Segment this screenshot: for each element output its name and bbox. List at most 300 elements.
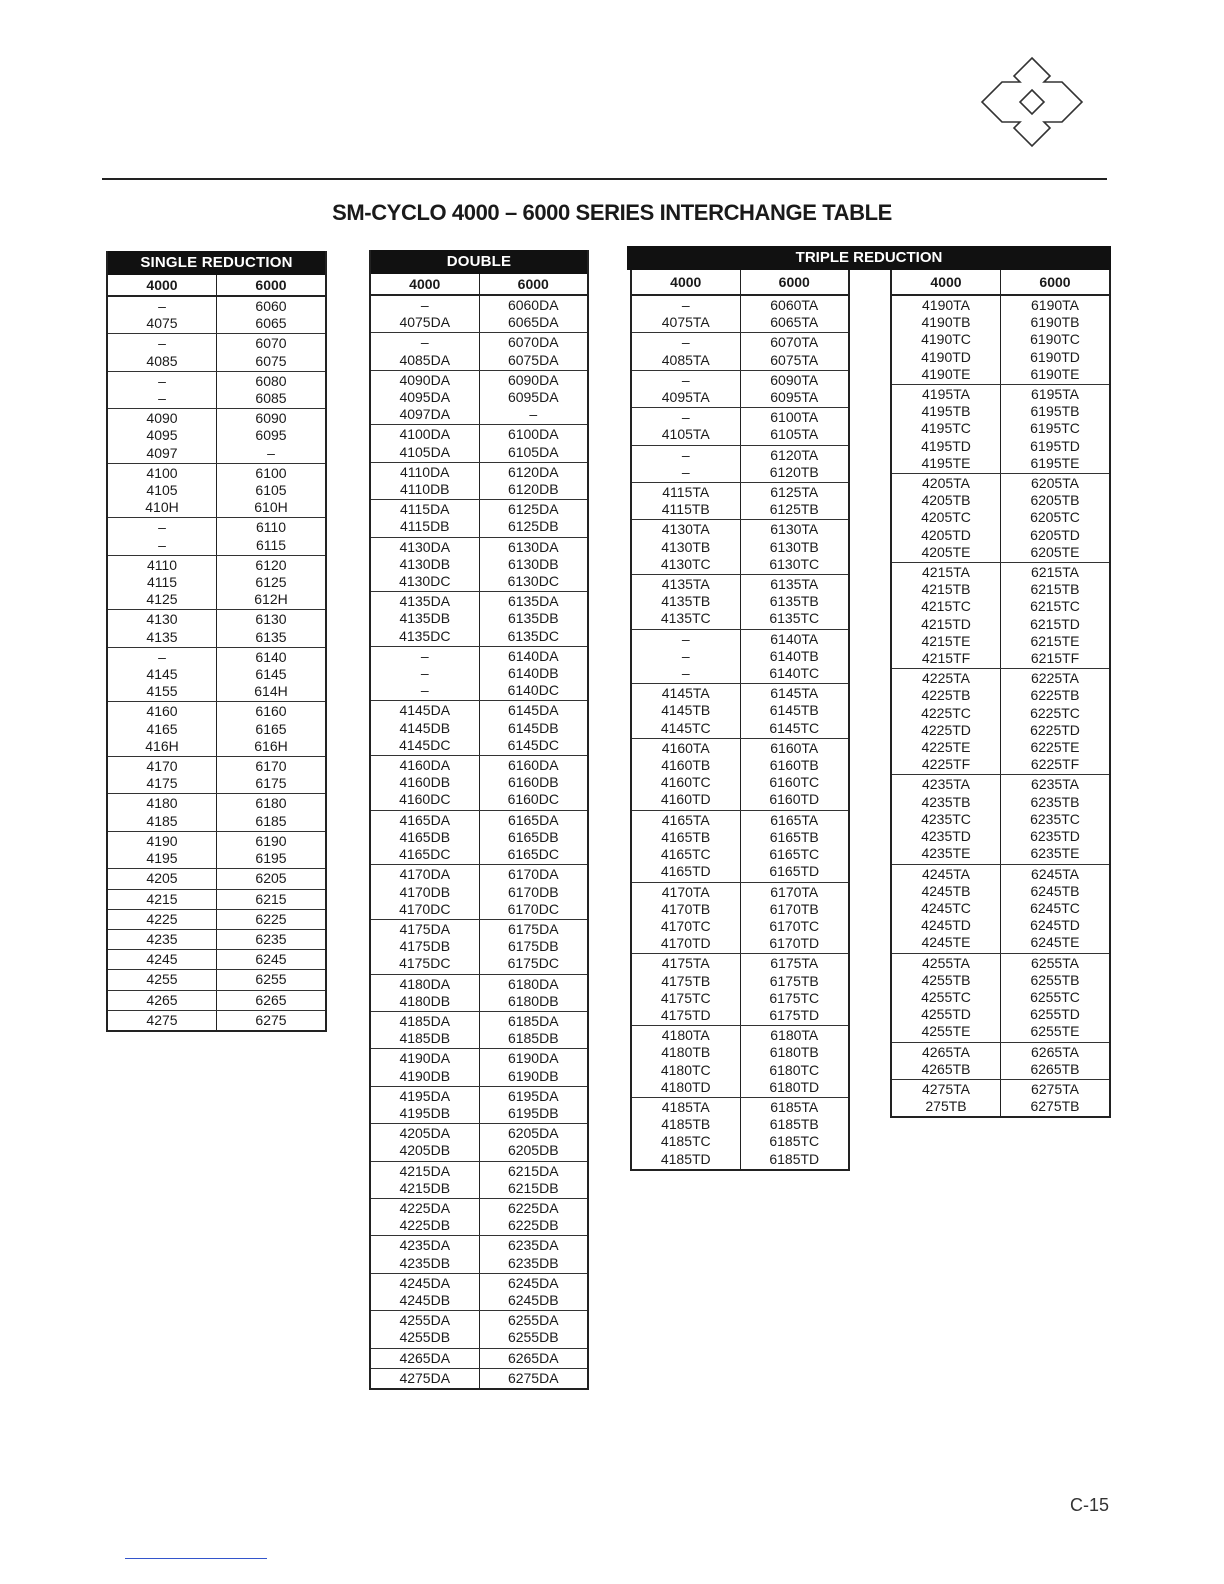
model-4000-cell: [371, 425, 480, 461]
model-number: 610H: [254, 499, 288, 516]
table-row-group: [892, 865, 1109, 954]
model-number: 4097: [146, 444, 178, 461]
model-number: 4235DA: [399, 1237, 451, 1254]
table-row-group: [632, 296, 848, 333]
model-number: 6125DA: [507, 501, 559, 518]
model-number: 4160TB: [661, 757, 711, 774]
model-number: 6065DA: [507, 314, 559, 331]
model-6000-cell: [480, 920, 588, 974]
model-6000-cell: [480, 1199, 588, 1235]
model-number: 4095TA: [661, 389, 710, 406]
model-number: 4235TE: [921, 845, 971, 862]
model-6000-cell: [741, 630, 849, 684]
model-number: 4175TC: [660, 989, 711, 1006]
model-number: 6175DB: [507, 938, 559, 955]
model-number: 4085DA: [399, 351, 451, 368]
model-number: 6130: [255, 611, 287, 628]
model-4000-cell: [371, 1199, 480, 1235]
model-6000-cell: [741, 811, 849, 882]
model-4000-cell: [108, 890, 217, 909]
model-number: 6175TB: [769, 972, 819, 989]
diamond-logo-icon: [955, 42, 1110, 162]
model-4000-cell: [108, 334, 217, 370]
model-number: –: [681, 297, 690, 313]
model-6000-cell: [1001, 1043, 1109, 1079]
model-number: 4215TB: [921, 581, 971, 598]
model-number: 6225TD: [1030, 721, 1080, 738]
model-number: 6205TB: [1030, 492, 1080, 509]
table-row-group: [632, 630, 848, 685]
model-number: 6255TE: [1030, 1023, 1080, 1040]
model-number: 4135DB: [399, 610, 451, 627]
table-row-group: [892, 954, 1109, 1043]
model-number: 6235TA: [1031, 776, 1079, 793]
model-number: 4235TA: [922, 776, 970, 793]
model-number: 6090DA: [507, 371, 559, 388]
model-number: 4195TE: [921, 454, 971, 471]
table-row-group: [892, 775, 1109, 864]
model-number: 6170DB: [507, 883, 559, 900]
model-number: 6135: [255, 628, 287, 645]
model-number: 6170TA: [770, 883, 819, 900]
model-number: 4235TC: [921, 810, 971, 827]
model-number: 4180DA: [399, 975, 451, 992]
model-number: 6095: [255, 427, 287, 444]
model-number: 6190TA: [1031, 297, 1079, 313]
model-number: 4165: [146, 720, 178, 737]
model-number: 6180TB: [769, 1044, 819, 1061]
model-number: 6265TB: [1030, 1060, 1080, 1077]
model-6000-cell: [1001, 865, 1109, 953]
model-number: 4195TC: [921, 420, 971, 437]
model-6000-cell: [217, 334, 325, 370]
model-number: 6140TA: [770, 630, 819, 647]
model-number: 4255TE: [921, 1023, 971, 1040]
model-4000-cell: [108, 832, 217, 868]
model-4000-cell: [108, 794, 217, 830]
model-number: 6175DC: [507, 955, 559, 972]
model-number: 4185TD: [660, 1150, 711, 1167]
model-number: 4165TD: [660, 863, 711, 880]
model-number: 4215TC: [921, 598, 971, 615]
table-row-group: [371, 920, 587, 975]
model-number: 6175TD: [769, 1006, 820, 1023]
model-number: 6255TD: [1030, 1006, 1080, 1023]
model-6000-cell: [741, 1098, 849, 1169]
model-number: 6165DA: [507, 811, 559, 828]
model-number: 4215DA: [399, 1162, 451, 1179]
model-6000-cell: [741, 684, 849, 738]
table-row-group: [108, 869, 325, 889]
model-number: 4195TA: [922, 386, 970, 403]
model-6000-cell: [217, 950, 325, 969]
model-number: 4130TB: [661, 538, 711, 555]
table-row-group: [892, 1043, 1109, 1080]
model-number: 612H: [254, 591, 288, 608]
model-number: 6255DB: [507, 1329, 559, 1346]
model-4000-cell: [108, 930, 217, 949]
model-number: 6140DB: [507, 665, 559, 682]
model-number: 4205DB: [399, 1142, 451, 1159]
model-6000-cell: [480, 865, 588, 919]
model-4000-cell: [892, 1080, 1001, 1116]
model-number: 6145: [255, 666, 287, 683]
model-number: 4245: [146, 951, 178, 968]
model-4000-cell: [108, 556, 217, 610]
model-4000-cell: [632, 1098, 741, 1169]
model-4000-cell: [892, 296, 1001, 384]
model-number: 6105DA: [507, 443, 559, 460]
model-number: 4195TD: [921, 437, 971, 454]
model-number: 4185DA: [399, 1012, 451, 1029]
model-number: 4195TB: [921, 403, 971, 420]
column-header-row: [632, 270, 848, 296]
model-4000-cell: [371, 647, 480, 701]
model-number: 6225DA: [507, 1199, 559, 1216]
model-6000-cell: [217, 991, 325, 1010]
model-number: 4170TC: [660, 917, 711, 934]
table-row-group: [108, 910, 325, 930]
model-number: 4085: [146, 352, 178, 369]
table-row-group: [108, 991, 325, 1011]
model-number: 6205DB: [507, 1142, 559, 1159]
model-6000-cell: [217, 832, 325, 868]
table-row-group: [108, 890, 325, 910]
model-number: 4255TD: [921, 1006, 971, 1023]
model-number: 4185DB: [399, 1030, 451, 1047]
model-number: 4205TE: [921, 543, 971, 560]
model-number: 6225DB: [507, 1217, 559, 1234]
model-number: 6070TA: [770, 334, 819, 351]
single-reduction-body: [108, 297, 325, 1030]
model-4000-cell: [632, 371, 741, 407]
footer-rule: [125, 1558, 267, 1559]
model-number: 6225TC: [1030, 704, 1080, 721]
model-number: 4145DB: [399, 719, 451, 736]
model-4000-cell: [892, 669, 1001, 774]
model-4000-cell: [371, 1274, 480, 1310]
model-number: 4215TA: [922, 564, 970, 581]
model-4000-cell: [371, 865, 480, 919]
model-number: 6095DA: [507, 389, 559, 406]
model-number: 4205TA: [922, 475, 970, 492]
table-row-group: [632, 1026, 848, 1098]
model-number: 4185TB: [661, 1116, 711, 1133]
model-number: 4115DB: [399, 518, 450, 535]
model-number: 4100DA: [399, 426, 451, 443]
model-6000-cell: [480, 701, 588, 755]
model-number: 6105TA: [770, 426, 819, 443]
model-number: 4110: [146, 556, 178, 573]
model-4000-cell: [371, 1124, 480, 1160]
model-number: 4225TA: [922, 670, 970, 687]
model-number: 4170DB: [399, 883, 451, 900]
col-6000-header: 6000: [255, 277, 287, 293]
model-6000-cell: [741, 739, 849, 810]
model-number: 6275TA: [1031, 1080, 1079, 1097]
model-6000-cell: [217, 409, 325, 463]
model-number: 4180TD: [660, 1078, 711, 1095]
model-6000-cell: [480, 1124, 588, 1160]
table-row-group: [371, 425, 587, 462]
model-number: 6205TE: [1030, 543, 1080, 560]
model-number: 6205TD: [1030, 526, 1080, 543]
model-number: 4185: [146, 812, 178, 829]
model-number: 6160DA: [507, 757, 559, 774]
model-number: 4170DC: [399, 900, 451, 917]
table-row-group: [108, 648, 325, 703]
model-number: 4170TD: [660, 935, 711, 952]
model-number: 4160DB: [399, 774, 451, 791]
model-number: –: [158, 536, 166, 553]
table-row-group: [892, 563, 1109, 669]
model-number: 4265DA: [399, 1349, 451, 1366]
model-number: 6165TC: [769, 846, 820, 863]
model-6000-cell: [217, 297, 325, 333]
model-number: 4130TC: [660, 555, 711, 572]
model-number: 6075DA: [507, 351, 559, 368]
table-row-group: [108, 464, 325, 519]
model-6000-cell: [1001, 954, 1109, 1042]
model-number: 6205DA: [507, 1125, 559, 1142]
model-number: 6215TC: [1030, 598, 1080, 615]
model-6000-cell: [1001, 296, 1109, 384]
model-number: 4215TE: [921, 632, 971, 649]
model-number: 4135DA: [399, 593, 451, 610]
model-4000-cell: [632, 296, 741, 332]
model-number: 6100DA: [507, 426, 559, 443]
model-6000-cell: [480, 371, 588, 425]
model-6000-cell: [1001, 775, 1109, 863]
table-row-group: [892, 1080, 1109, 1116]
model-number: 4245DA: [399, 1274, 451, 1291]
model-number: 6190DB: [507, 1067, 559, 1084]
model-6000-cell: [217, 556, 325, 610]
triple-reduction-table-right: [890, 270, 1111, 1118]
model-number: 6255TA: [1031, 954, 1079, 971]
model-number: 4215TD: [921, 615, 971, 632]
model-4000-cell: [632, 883, 741, 954]
model-number: 4145: [146, 666, 178, 683]
model-number: 6125: [255, 574, 287, 591]
model-6000-cell: [480, 756, 588, 810]
col-4000-header: 4000: [108, 275, 217, 295]
model-number: 4090: [146, 410, 178, 427]
column-header-row: [892, 270, 1109, 296]
model-4000-cell: [371, 538, 480, 592]
model-number: 4190TA: [922, 297, 970, 313]
model-number: –: [420, 334, 429, 351]
model-number: 4225TD: [921, 721, 971, 738]
model-6000-cell: [480, 1162, 588, 1198]
model-number: 6100: [255, 464, 287, 481]
model-number: 4185TC: [660, 1133, 711, 1150]
model-4000-cell: [632, 408, 741, 444]
model-number: 6185DA: [507, 1012, 559, 1029]
model-4000-cell: [632, 1026, 741, 1097]
col-4000-header: 4000: [632, 270, 741, 294]
model-number: 6165TA: [770, 811, 819, 828]
model-number: 6235TC: [1030, 810, 1080, 827]
table-row-group: [632, 684, 848, 739]
model-number: 6215TF: [1030, 650, 1080, 667]
model-6000-cell: [480, 592, 588, 646]
model-number: 6060TA: [770, 297, 819, 313]
table-row-group: [108, 794, 325, 831]
model-6000-cell: [480, 538, 588, 592]
model-number: 6065TA: [770, 314, 819, 331]
model-number: 4170DA: [399, 866, 451, 883]
model-number: 4265TB: [921, 1060, 971, 1077]
table-row-group: [108, 334, 325, 371]
model-6000-cell: [480, 1012, 588, 1048]
model-number: 6245DA: [507, 1274, 559, 1291]
model-number: 6245DB: [507, 1291, 559, 1308]
model-4000-cell: [892, 563, 1001, 668]
model-number: 6135TB: [769, 593, 819, 610]
model-number: 6105: [255, 482, 287, 499]
model-number: 4145DC: [399, 736, 451, 753]
model-number: 4170TB: [661, 900, 711, 917]
table-row-group: [371, 1162, 587, 1199]
model-6000-cell: [741, 408, 849, 444]
header-rule: [102, 178, 1107, 180]
model-number: 6215DB: [507, 1179, 559, 1196]
model-number: 4165DB: [399, 828, 451, 845]
model-number: 6245TC: [1030, 899, 1080, 916]
model-number: 4175DC: [399, 955, 451, 972]
model-number: 6160: [255, 703, 287, 720]
model-number: 4105: [146, 482, 178, 499]
model-4000-cell: [108, 372, 217, 408]
model-number: 6205TA: [1031, 475, 1079, 492]
model-4000-cell: [108, 910, 217, 929]
model-number: 6185TC: [769, 1133, 820, 1150]
model-4000-cell: [108, 648, 217, 702]
model-6000-cell: [217, 610, 325, 646]
table-row-group: [108, 1011, 325, 1030]
model-number: 4170TA: [661, 883, 710, 900]
model-number: 4165TC: [660, 846, 711, 863]
model-number: 4245TC: [921, 899, 971, 916]
table-row-group: [371, 538, 587, 593]
model-number: 6195TE: [1030, 454, 1080, 471]
model-number: 4275DA: [399, 1369, 451, 1386]
model-number: 6060: [255, 298, 287, 314]
model-number: 6195TA: [1031, 386, 1079, 403]
model-4000-cell: [632, 333, 741, 369]
model-4000-cell: [108, 464, 217, 518]
model-number: 4130DC: [399, 573, 451, 590]
model-number: 6060DA: [507, 297, 559, 313]
model-number: 4225TF: [921, 756, 971, 773]
model-number: 4225TE: [921, 739, 971, 756]
model-number: 4190DA: [399, 1050, 451, 1067]
table-row-group: [632, 446, 848, 483]
model-number: 6170TC: [769, 917, 820, 934]
model-6000-cell: [1001, 1080, 1109, 1116]
model-number: 6225TE: [1030, 739, 1080, 756]
model-number: 6160DB: [507, 774, 559, 791]
model-4000-cell: [632, 684, 741, 738]
table-row-group: [371, 1049, 587, 1086]
model-number: 6245TA: [1031, 865, 1079, 882]
model-number: 6275DA: [507, 1369, 559, 1386]
model-number: 4245TD: [921, 917, 971, 934]
model-number: 4225TC: [921, 704, 971, 721]
model-number: 6165TB: [769, 828, 819, 845]
model-number: 4095DA: [399, 389, 451, 406]
model-number: 4180TC: [660, 1061, 711, 1078]
model-number: 6190TE: [1030, 365, 1080, 382]
model-number: 6235: [255, 930, 287, 947]
model-number: 6135DC: [507, 627, 559, 644]
model-number: 6195DA: [507, 1087, 559, 1104]
table-row-group: [371, 1349, 587, 1369]
model-number: 4130TA: [661, 521, 710, 538]
model-4000-cell: [892, 1043, 1001, 1079]
model-number: 4190TC: [921, 331, 971, 348]
model-4000-cell: [371, 296, 480, 332]
model-number: 4180TA: [661, 1027, 710, 1044]
model-number: 6225TF: [1030, 756, 1080, 773]
model-6000-cell: [741, 1026, 849, 1097]
model-number: 4180TB: [661, 1044, 711, 1061]
model-number: 6265TA: [1031, 1043, 1079, 1060]
model-6000-cell: [217, 648, 325, 702]
model-number: 4175DA: [399, 920, 451, 937]
model-number: 6225: [255, 910, 287, 927]
model-number: 6190DA: [507, 1050, 559, 1067]
model-number: 4245TA: [922, 865, 970, 882]
model-number: –: [681, 665, 690, 682]
model-6000-cell: [217, 702, 325, 756]
table-row-group: [371, 811, 587, 866]
model-number: 6135TC: [769, 610, 820, 627]
model-4000-cell: [632, 520, 741, 574]
model-number: 4075: [146, 315, 178, 332]
model-number: 4255TA: [922, 954, 970, 971]
model-number: 6275TB: [1030, 1098, 1080, 1115]
model-number: 4205TD: [921, 526, 971, 543]
model-number: 6170DC: [507, 900, 559, 917]
model-number: 6205TC: [1030, 509, 1080, 526]
model-number: 6120TA: [770, 446, 819, 463]
model-number: 6165: [255, 720, 287, 737]
model-number: 6255: [255, 971, 287, 988]
model-number: –: [681, 371, 690, 388]
column-header-row: [371, 274, 587, 296]
model-number: 6160TA: [770, 739, 819, 756]
model-4000-cell: [108, 610, 217, 646]
model-6000-cell: [480, 500, 588, 536]
table-row-group: [371, 592, 587, 647]
model-4000-cell: [371, 756, 480, 810]
model-number: 6160TC: [769, 774, 820, 791]
model-4000-cell: [632, 954, 741, 1025]
model-number: 4165DC: [399, 846, 451, 863]
model-4000-cell: [371, 920, 480, 974]
table-row-group: [632, 408, 848, 445]
model-number: 6195TD: [1030, 437, 1080, 454]
table-row-group: [632, 520, 848, 575]
model-6000-cell: [480, 647, 588, 701]
model-number: 4265TA: [922, 1043, 970, 1060]
model-number: –: [681, 409, 690, 426]
col-6000-header: 6000: [517, 276, 549, 292]
model-number: 6095TA: [770, 389, 819, 406]
model-number: 4255TB: [921, 971, 971, 988]
